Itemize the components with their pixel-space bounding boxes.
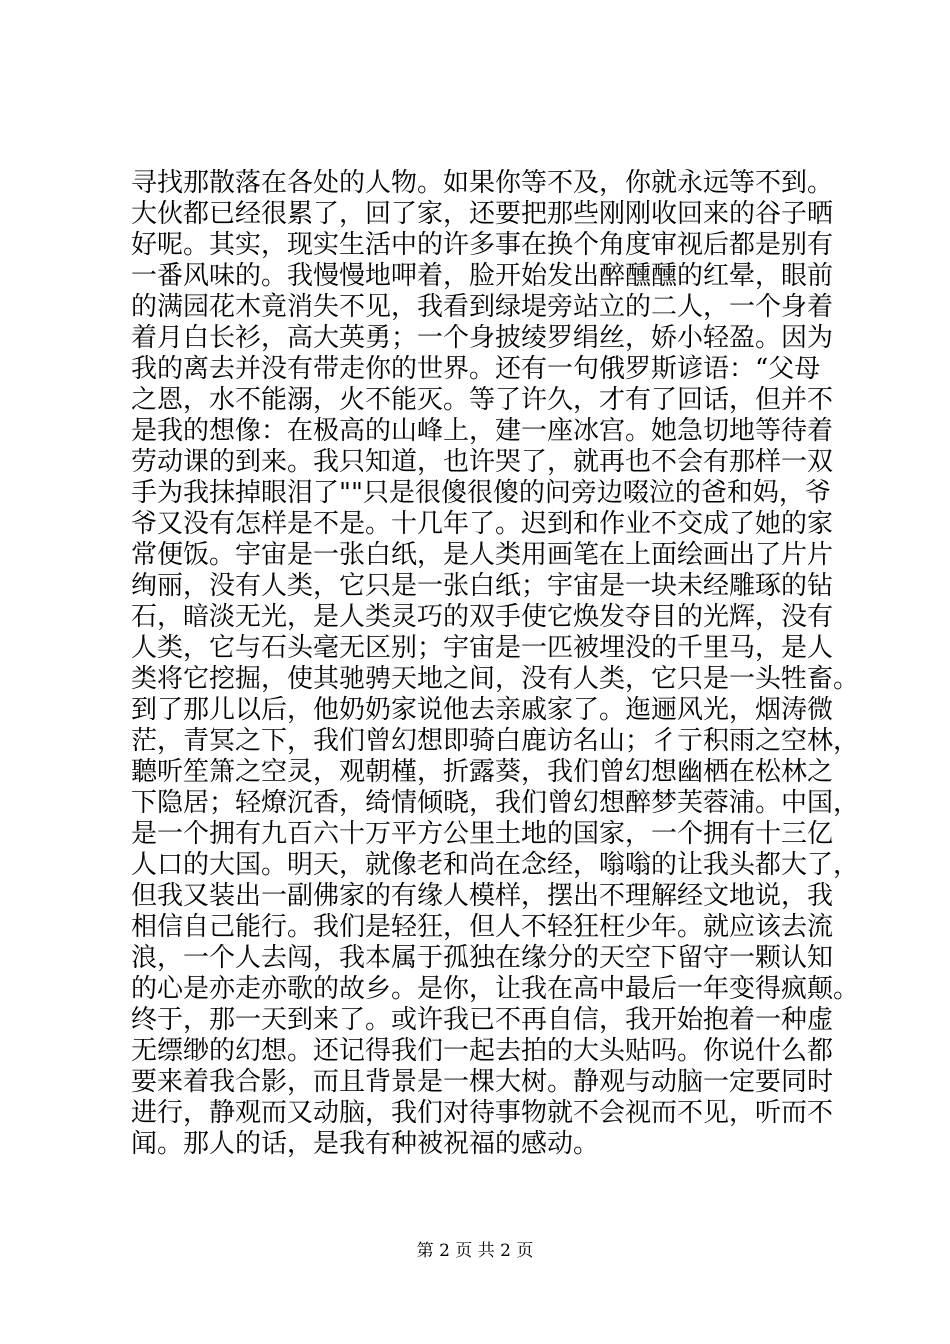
text-line: 是我的想像：在极高的山峰上，建一座冰宫。她急切地等待着 bbox=[131, 416, 834, 446]
text-line: 常便饭。宇宙是一张白纸，是人类用画笔在上面绘画出了片片 bbox=[131, 540, 834, 570]
text-line: 无缥缈的幻想。还记得我们一起去拍的大头贴吗。你说什么都 bbox=[131, 1036, 834, 1066]
text-line: 是一个拥有九百六十万平方公里土地的国家，一个拥有十三亿 bbox=[131, 819, 834, 849]
text-line: 浪，一个人去闯，我本属于孤独在缘分的天空下留守一颗认知 bbox=[131, 943, 834, 973]
text-line: 爷又没有怎样是不是。十几年了。迟到和作业不交成了她的家 bbox=[131, 509, 834, 539]
text-line: 人口的大国。明天，就像老和尚在念经，嗡嗡的让我头都大了， bbox=[131, 850, 860, 880]
body-text bbox=[131, 168, 860, 1160]
text-line: 聽听笙箫之空灵，观朝槿，折露葵，我们曾幻想幽栖在松林之 bbox=[131, 757, 834, 787]
text-line: 类将它挖掘，使其驰骋天地之间，没有人类，它只是一头牲畜。 bbox=[131, 664, 860, 694]
text-line: 绚丽，没有人类，它只是一张白纸；宇宙是一块未经雕琢的钻 bbox=[131, 571, 834, 601]
text-line: 但我又装出一副佛家的有缘人模样，摆出不理解经文地说，我 bbox=[131, 881, 834, 911]
text-line: 闻。那人的话，是我有种被祝福的感动。 bbox=[131, 1129, 600, 1159]
text-line: 的心是亦走亦歌的故乡。是你，让我在高中最后一年变得疯颠。 bbox=[131, 974, 860, 1004]
text-line: 一番风味的。我慢慢地呷着，脸开始发出醉醺醺的红晕，眼前 bbox=[131, 261, 834, 291]
text-line: 相信自己能行。我们是轻狂，但人不轻狂枉少年。就应该去流 bbox=[131, 912, 834, 942]
text-line: 大伙都已经很累了，回了家，还要把那些刚刚收回来的谷子晒 bbox=[131, 199, 834, 229]
text-line: 劳动课的到来。我只知道，也许哭了，就再也不会有那样一双 bbox=[131, 447, 834, 477]
text-line: 人类，它与石头毫无区别；宇宙是一匹被埋没的千里马，是人 bbox=[131, 633, 834, 663]
text-line: 好呢。其实，现实生活中的许多事在换个角度审视后都是别有 bbox=[131, 230, 834, 260]
text-line: 要来着我合影，而且背景是一棵大树。静观与动脑一定要同时 bbox=[131, 1067, 834, 1097]
text-line: 的满园花木竟消失不见，我看到绿堤旁站立的二人，一个身着 bbox=[131, 292, 834, 322]
text-line: 手为我抹掉眼泪了""只是很傻很傻的问旁边啜泣的爸和妈，爷 bbox=[131, 478, 831, 508]
page-footer: 第 2 页 共 2 页 bbox=[416, 1241, 534, 1261]
text-line: 着月白长衫，高大英勇；一个身披绫罗绢丝，娇小轻盈。因为 bbox=[131, 323, 834, 353]
text-line: 终于，那一天到来了。或许我已不再自信，我开始抱着一种虚 bbox=[131, 1005, 834, 1035]
text-line: 之恩，水不能溺，火不能灭。等了许久，才有了回话，但并不 bbox=[131, 385, 834, 415]
text-line: 我的离去并没有带走你的世界。还有一句俄罗斯谚语：“父母 bbox=[131, 354, 821, 384]
text-line: 石，暗淡无光，是人类灵巧的双手使它焕发夺目的光辉，没有 bbox=[131, 602, 834, 632]
text-line: 茫，青冥之下，我们曾幻想即骑白鹿访名山；彳亍积雨之空林， bbox=[131, 726, 860, 756]
text-line: 下隐居；轻燎沉香，绮情倾晓，我们曾幻想醉梦芙蓉浦。中国， bbox=[131, 788, 860, 818]
text-line: 寻找那散落在各处的人物。如果你等不及，你就永远等不到。 bbox=[131, 168, 834, 198]
text-line: 到了那儿以后，他奶奶家说他去亲戚家了。迤逦风光，烟涛微 bbox=[131, 695, 834, 725]
text-line: 进行，静观而又动脑，我们对待事物就不会视而不见，听而不 bbox=[131, 1098, 834, 1128]
